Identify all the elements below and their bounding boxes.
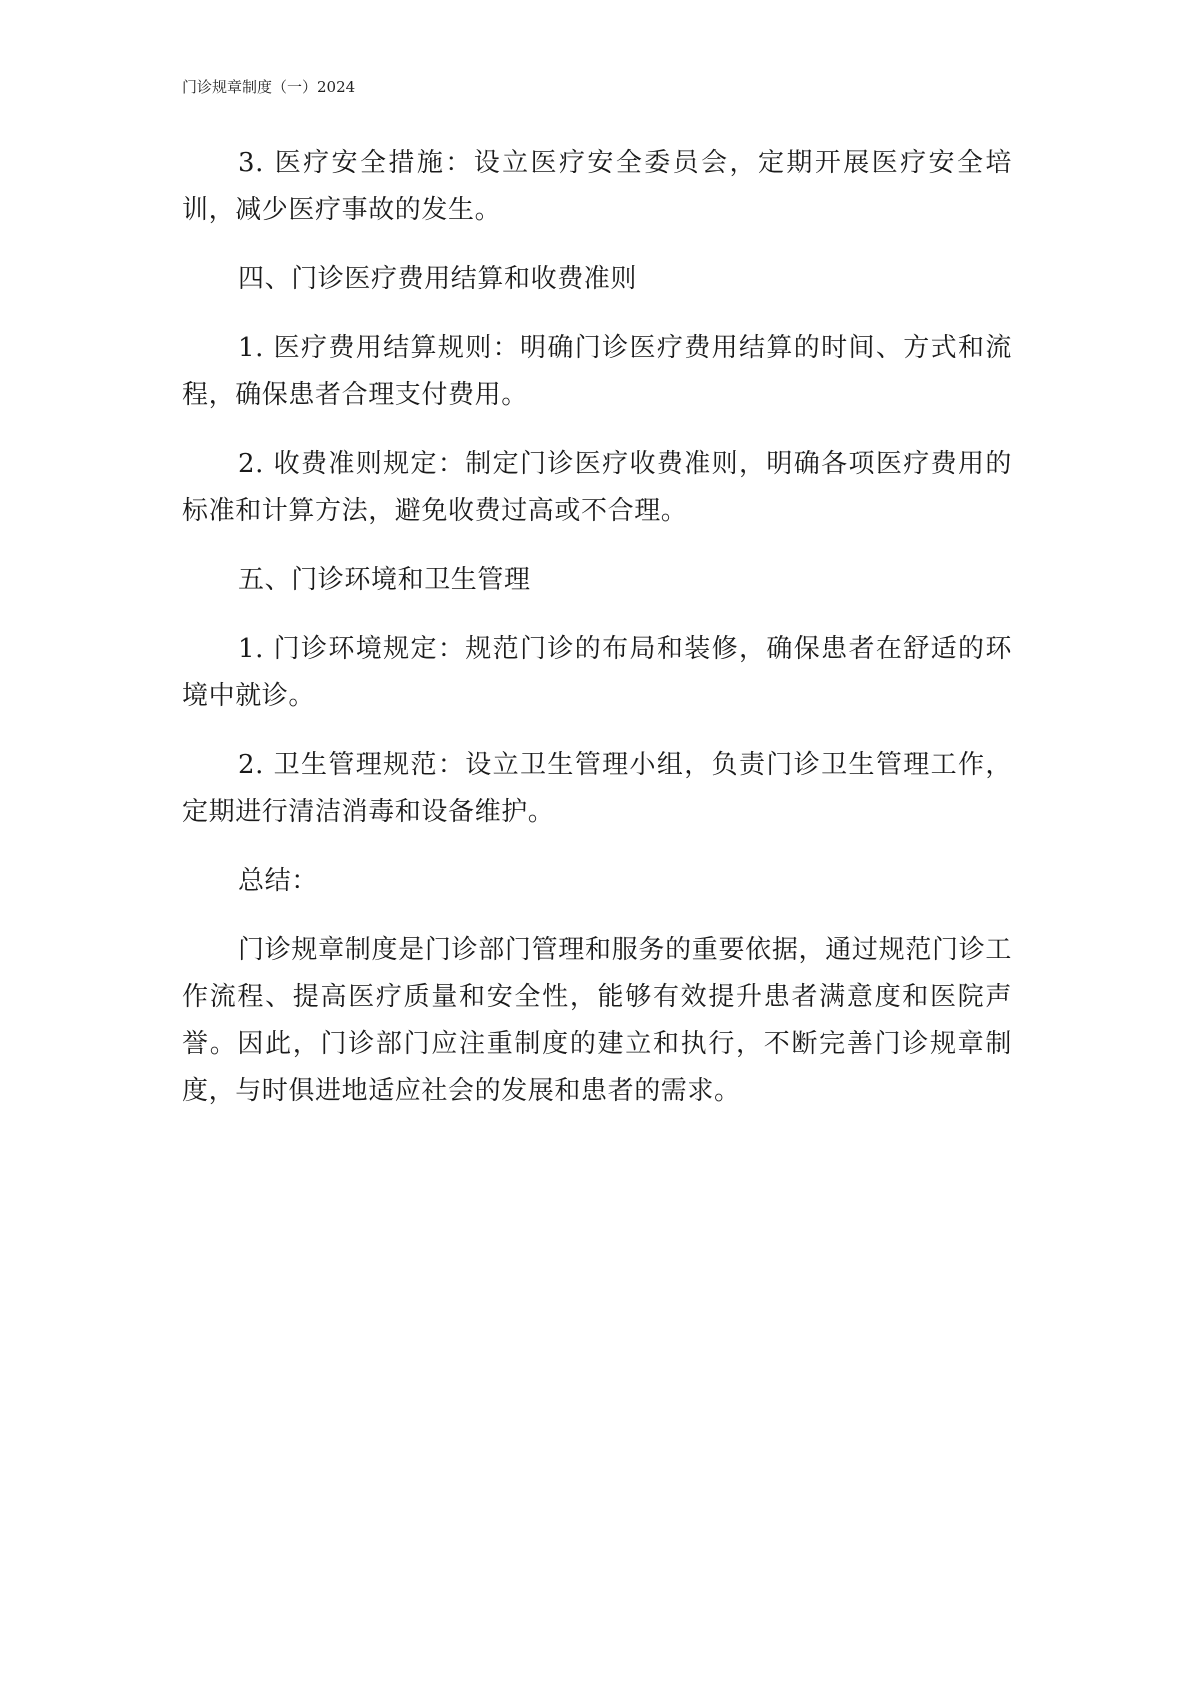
- document-body: [182, 140, 1012, 1137]
- paragraph-summary: 门诊规章制度是门诊部门管理和服务的重要依据，通过规范门诊工作流程、提高医疗质量和安全性，能够有效提升患者满意度和医院声誉。因此，门诊部门应注重制度的建立和执行，不断完善门诊规章制度，与时俱进地适应社会的发展和患者的需求。: [182, 935, 1012, 1106]
- running-header: 门诊规章制度（一）2024: [182, 78, 356, 96]
- paragraph-hygiene-management: 2. 卫生管理规范：设立卫生管理小组，负责门诊卫生管理工作，定期进行清洁消毒和设备维护。: [182, 750, 1012, 827]
- summary-heading: 总结：: [238, 866, 318, 896]
- paragraph-environment-rules: 1. 门诊环境规定：规范门诊的布局和装修，确保患者在舒适的环境中就诊。: [182, 634, 1012, 711]
- paragraph-medical-safety-measures: 3. 医疗安全措施：设立医疗安全委员会，定期开展医疗安全培训，减少医疗事故的发生。: [182, 148, 1012, 225]
- paragraph-charging-standards: 2. 收费准则规定：制定门诊医疗收费准则，明确各项医疗费用的标准和计算方法，避免收费过高或不合理。: [182, 449, 1012, 526]
- section-heading-environment: 五、门诊环境和卫生管理: [238, 565, 531, 595]
- section-heading-fees: 四、门诊医疗费用结算和收费准则: [238, 264, 638, 294]
- paragraph-fee-settlement-rules: 1. 医疗费用结算规则：明确门诊医疗费用结算的时间、方式和流程，确保患者合理支付费用。: [182, 333, 1012, 410]
